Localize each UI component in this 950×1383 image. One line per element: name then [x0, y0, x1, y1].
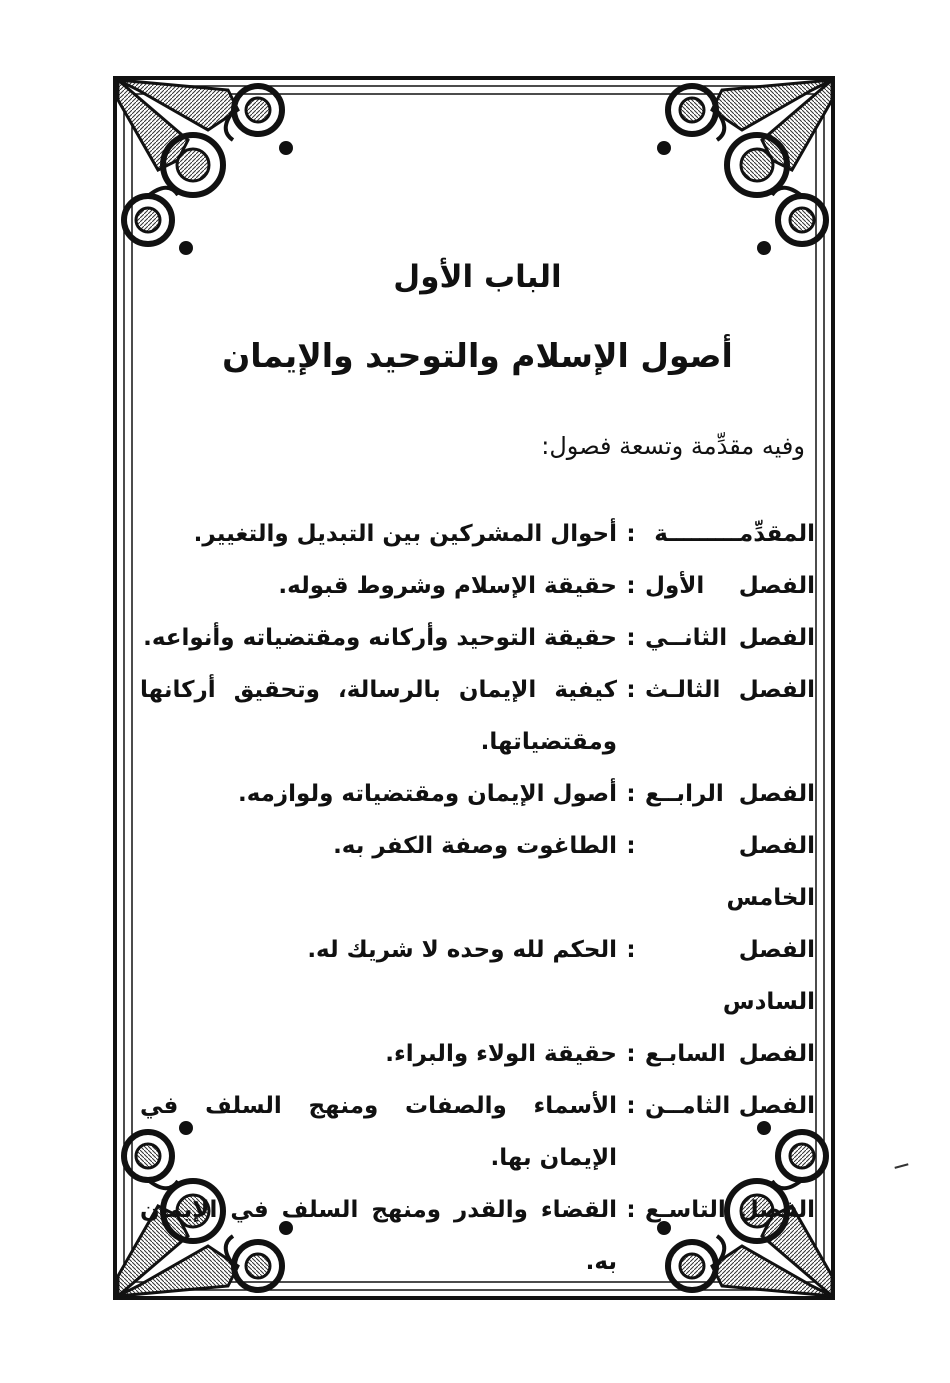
toc-label: الفصل السابـع	[645, 1041, 815, 1067]
toc-entry-chapter-5	[140, 820, 815, 924]
corner-flourish-icon	[118, 80, 293, 255]
toc-label: الفصل التاسـع	[645, 1197, 815, 1223]
table-of-contents	[140, 508, 815, 1288]
toc-label: الفصل الثالـث	[645, 677, 815, 703]
part-subtitle: أصول الإسلام والتوحيد والإيمان	[222, 336, 733, 375]
toc-entry-chapter-3	[140, 664, 815, 768]
toc-text: الأسماء والصفات ومنهج السلف في الإيمان بها.	[140, 1093, 617, 1171]
toc-separator: :	[626, 1093, 636, 1119]
toc-text: أحوال المشركين بين التبديل والتغيير.	[193, 521, 617, 547]
toc-entry-chapter-2	[140, 612, 815, 664]
toc-entry-chapter-6	[140, 924, 815, 1028]
toc-entry-chapter-8	[140, 1080, 815, 1184]
toc-text: الحكم لله وحده لا شريك له.	[307, 937, 617, 963]
toc-label: الفصل الخامس	[726, 833, 815, 911]
toc-separator: :	[626, 677, 636, 703]
toc-separator: :	[626, 573, 636, 599]
toc-text: أصول الإيمان ومقتضياته ولوازمه.	[238, 781, 617, 807]
toc-separator: :	[626, 781, 636, 807]
toc-entry-chapter-1	[140, 560, 815, 612]
toc-text: حقيقة الإسلام وشروط قبوله.	[278, 573, 617, 599]
part-intro: وفيه مقدِّمة وتسعة فصول:	[541, 432, 805, 460]
toc-text: حقيقة الولاء والبراء.	[385, 1041, 617, 1067]
page-content	[140, 230, 815, 1288]
toc-label: الفصل الأول	[645, 573, 815, 599]
toc-entry-chapter-9	[140, 1184, 815, 1288]
toc-label: الفصل الثانــي	[645, 625, 815, 651]
toc-text: الطاغوت وصفة الكفر به.	[333, 833, 617, 859]
toc-label: الفصل الثامــن	[645, 1093, 815, 1119]
toc-label: الفصل السادس	[722, 937, 815, 1015]
toc-label: المقدِّمـــــــــة	[654, 521, 815, 547]
toc-label: الفصل الرابــع	[645, 781, 815, 807]
toc-text: كيفية الإيمان بالرسالة، وتحقيق أركانها ومقتضياتها.	[140, 677, 617, 755]
toc-separator: :	[626, 521, 636, 547]
toc-text: حقيقة التوحيد وأركانه ومقتضياته وأنواعه.	[143, 625, 617, 651]
part-title: الباب الأول	[393, 259, 562, 295]
toc-entry-chapter-4	[140, 768, 815, 820]
toc-separator: :	[626, 1041, 636, 1067]
toc-separator: :	[626, 833, 636, 859]
toc-separator: :	[626, 1197, 636, 1223]
toc-entry-chapter-7	[140, 1028, 815, 1080]
toc-text: القضاء والقدر ومنهج السلف في الإيمان به.	[140, 1197, 617, 1275]
toc-separator: :	[626, 625, 636, 651]
toc-separator: :	[626, 937, 636, 963]
toc-entry-introduction	[140, 508, 815, 560]
